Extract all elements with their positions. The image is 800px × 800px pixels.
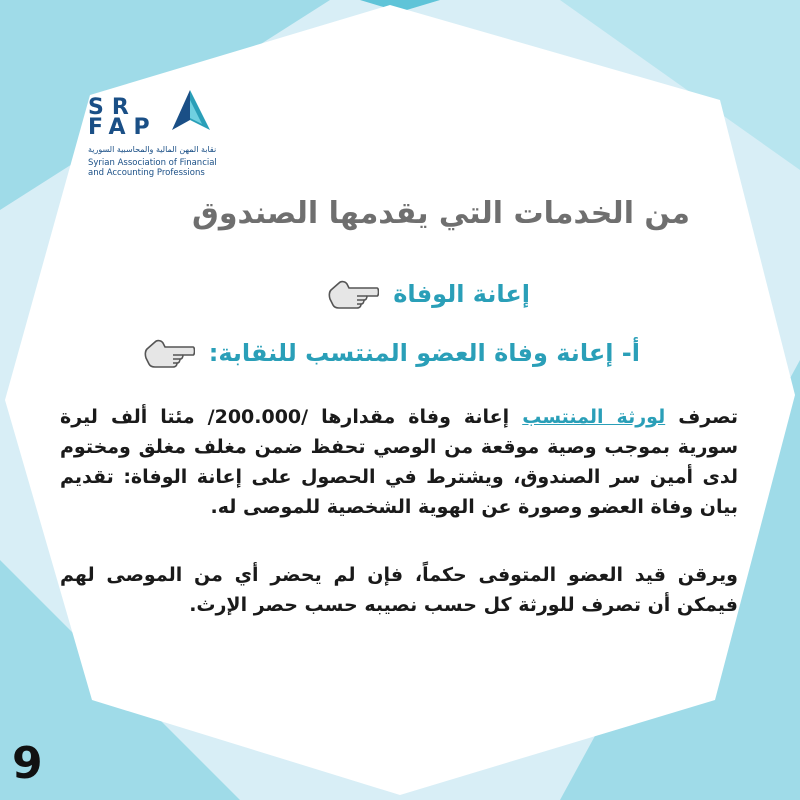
pointing-hand-icon — [327, 278, 379, 310]
logo-arabic-name: نقابة المهن المالية والمحاسبية السورية — [88, 145, 217, 154]
logo-letters: SR FAP — [88, 95, 158, 140]
logo — [88, 90, 228, 185]
heirs-link[interactable]: لورثة المنتسب — [522, 406, 666, 428]
paragraph-heirs: ويرقن قيد العضو المتوفى حكماً، فإن لم يحضر أي من الموصى لهم فيمكن أن تصرف للورثة كل حسب نصيبه حسب حصر الإرث. — [60, 564, 738, 616]
logo-english-name: Syrian Association of Financial and Accounting Professions — [88, 158, 217, 178]
paragraph-death-benefit: تصرف لورثة المنتسب إعانة وفاة مقدارها /200.000/ مئتا ألف ليرة سورية بموجب وصية موقعة من الوصي تحفظ ضمن مغلف مغلق ومختوم لدى أمين سر الصندوق، ويشترط في الحصول على إعانة الوفاة: تقديم بيان وفاة العضو وصورة عن الهوية الشخصية للموصى له. — [60, 406, 738, 518]
section-subheading — [143, 337, 640, 369]
pointing-hand-icon — [143, 337, 195, 369]
section-heading — [327, 278, 530, 310]
section-subheading-text: أ- إعانة وفاة العضو المنتسب للنقابة: — [208, 339, 640, 367]
section-heading-text: إعانة الوفاة — [393, 280, 530, 308]
page-title: من الخدمات التي يقدمها الصندوق — [192, 196, 690, 231]
page-number: 9 — [12, 738, 43, 789]
logo-triangle-icon — [170, 90, 210, 134]
